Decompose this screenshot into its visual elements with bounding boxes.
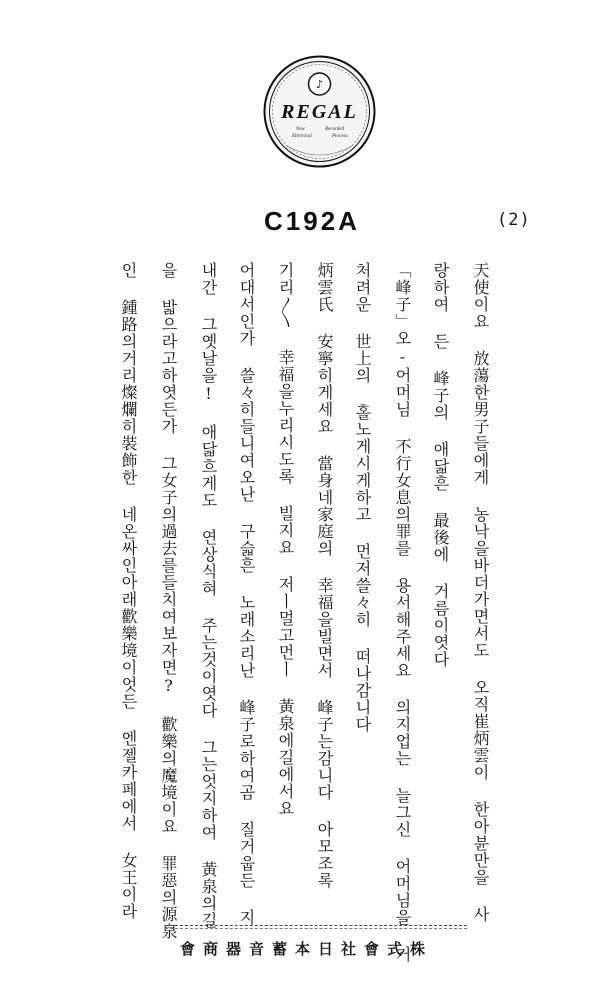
text-column-5: 炳雲氏 安寧히게세요 當身네家庭의 幸福을빌면서 峰子는감니다 아모조록 — [315, 262, 334, 889]
footer-divider-inner — [165, 928, 467, 929]
text-column-9: 을 밟으라고하엿든가 그女子의過去를들치여보자면? 歡樂의魔境이요 罪惡의源泉 — [159, 262, 178, 940]
regal-logo — [262, 54, 377, 169]
svg-text:Electrical: Electrical — [292, 134, 312, 139]
text-column-3: 「峰子」오-어머님 不行女息의罪를 용서해주세요 의지업는 늘그신 어머님을 거 — [393, 262, 412, 963]
text-column-2: 랑하여 든 峰子의 애닯흔 最後에 거름이엿다 — [431, 262, 450, 668]
text-column-10: 인 鍾路의거리燦爛히裝飾한 네온싸인아래歡樂境이엇든 엔젤카페에서 女王이라 — [119, 262, 138, 920]
svg-text:Process: Process — [332, 134, 348, 139]
text-column-6: 기리〳〵 幸福을누리시도록 빌지요 저ㅣ멀고먼ㅣ 黃泉에길에서요 — [276, 262, 295, 817]
svg-text:Recorded: Recorded — [325, 127, 344, 132]
svg-text:New: New — [296, 127, 305, 132]
svg-text:♪: ♪ — [315, 78, 324, 91]
text-column-4: 처려운 世上의 홀노게시게하고 먼저쓸々히 떠나감니다 — [353, 262, 372, 733]
record-number: C192A — [264, 206, 360, 236]
text-column-7: 어대서인가 쓸々히들니여오난 구슯흔 노래소리난 峰子로하여곰 질거웁든 지 — [237, 262, 256, 926]
publisher-footer: 株式會社日本蓄音器商會 — [179, 940, 433, 958]
footer-divider — [165, 925, 467, 926]
page-number: (2) — [497, 210, 531, 230]
text-column-8: 내간 그옛날을! 애닯흐게도 연상식혀 주는것이엿다 그는엇지하여 黃泉의길 — [199, 262, 218, 929]
text-column-1: 天使이요 放蕩한男子들에게 농낙을바더가면서도 오직崔炳雲이 한아뷴만을 사 — [471, 262, 490, 923]
regal-logo-wordmark: REGAL — [281, 101, 358, 123]
